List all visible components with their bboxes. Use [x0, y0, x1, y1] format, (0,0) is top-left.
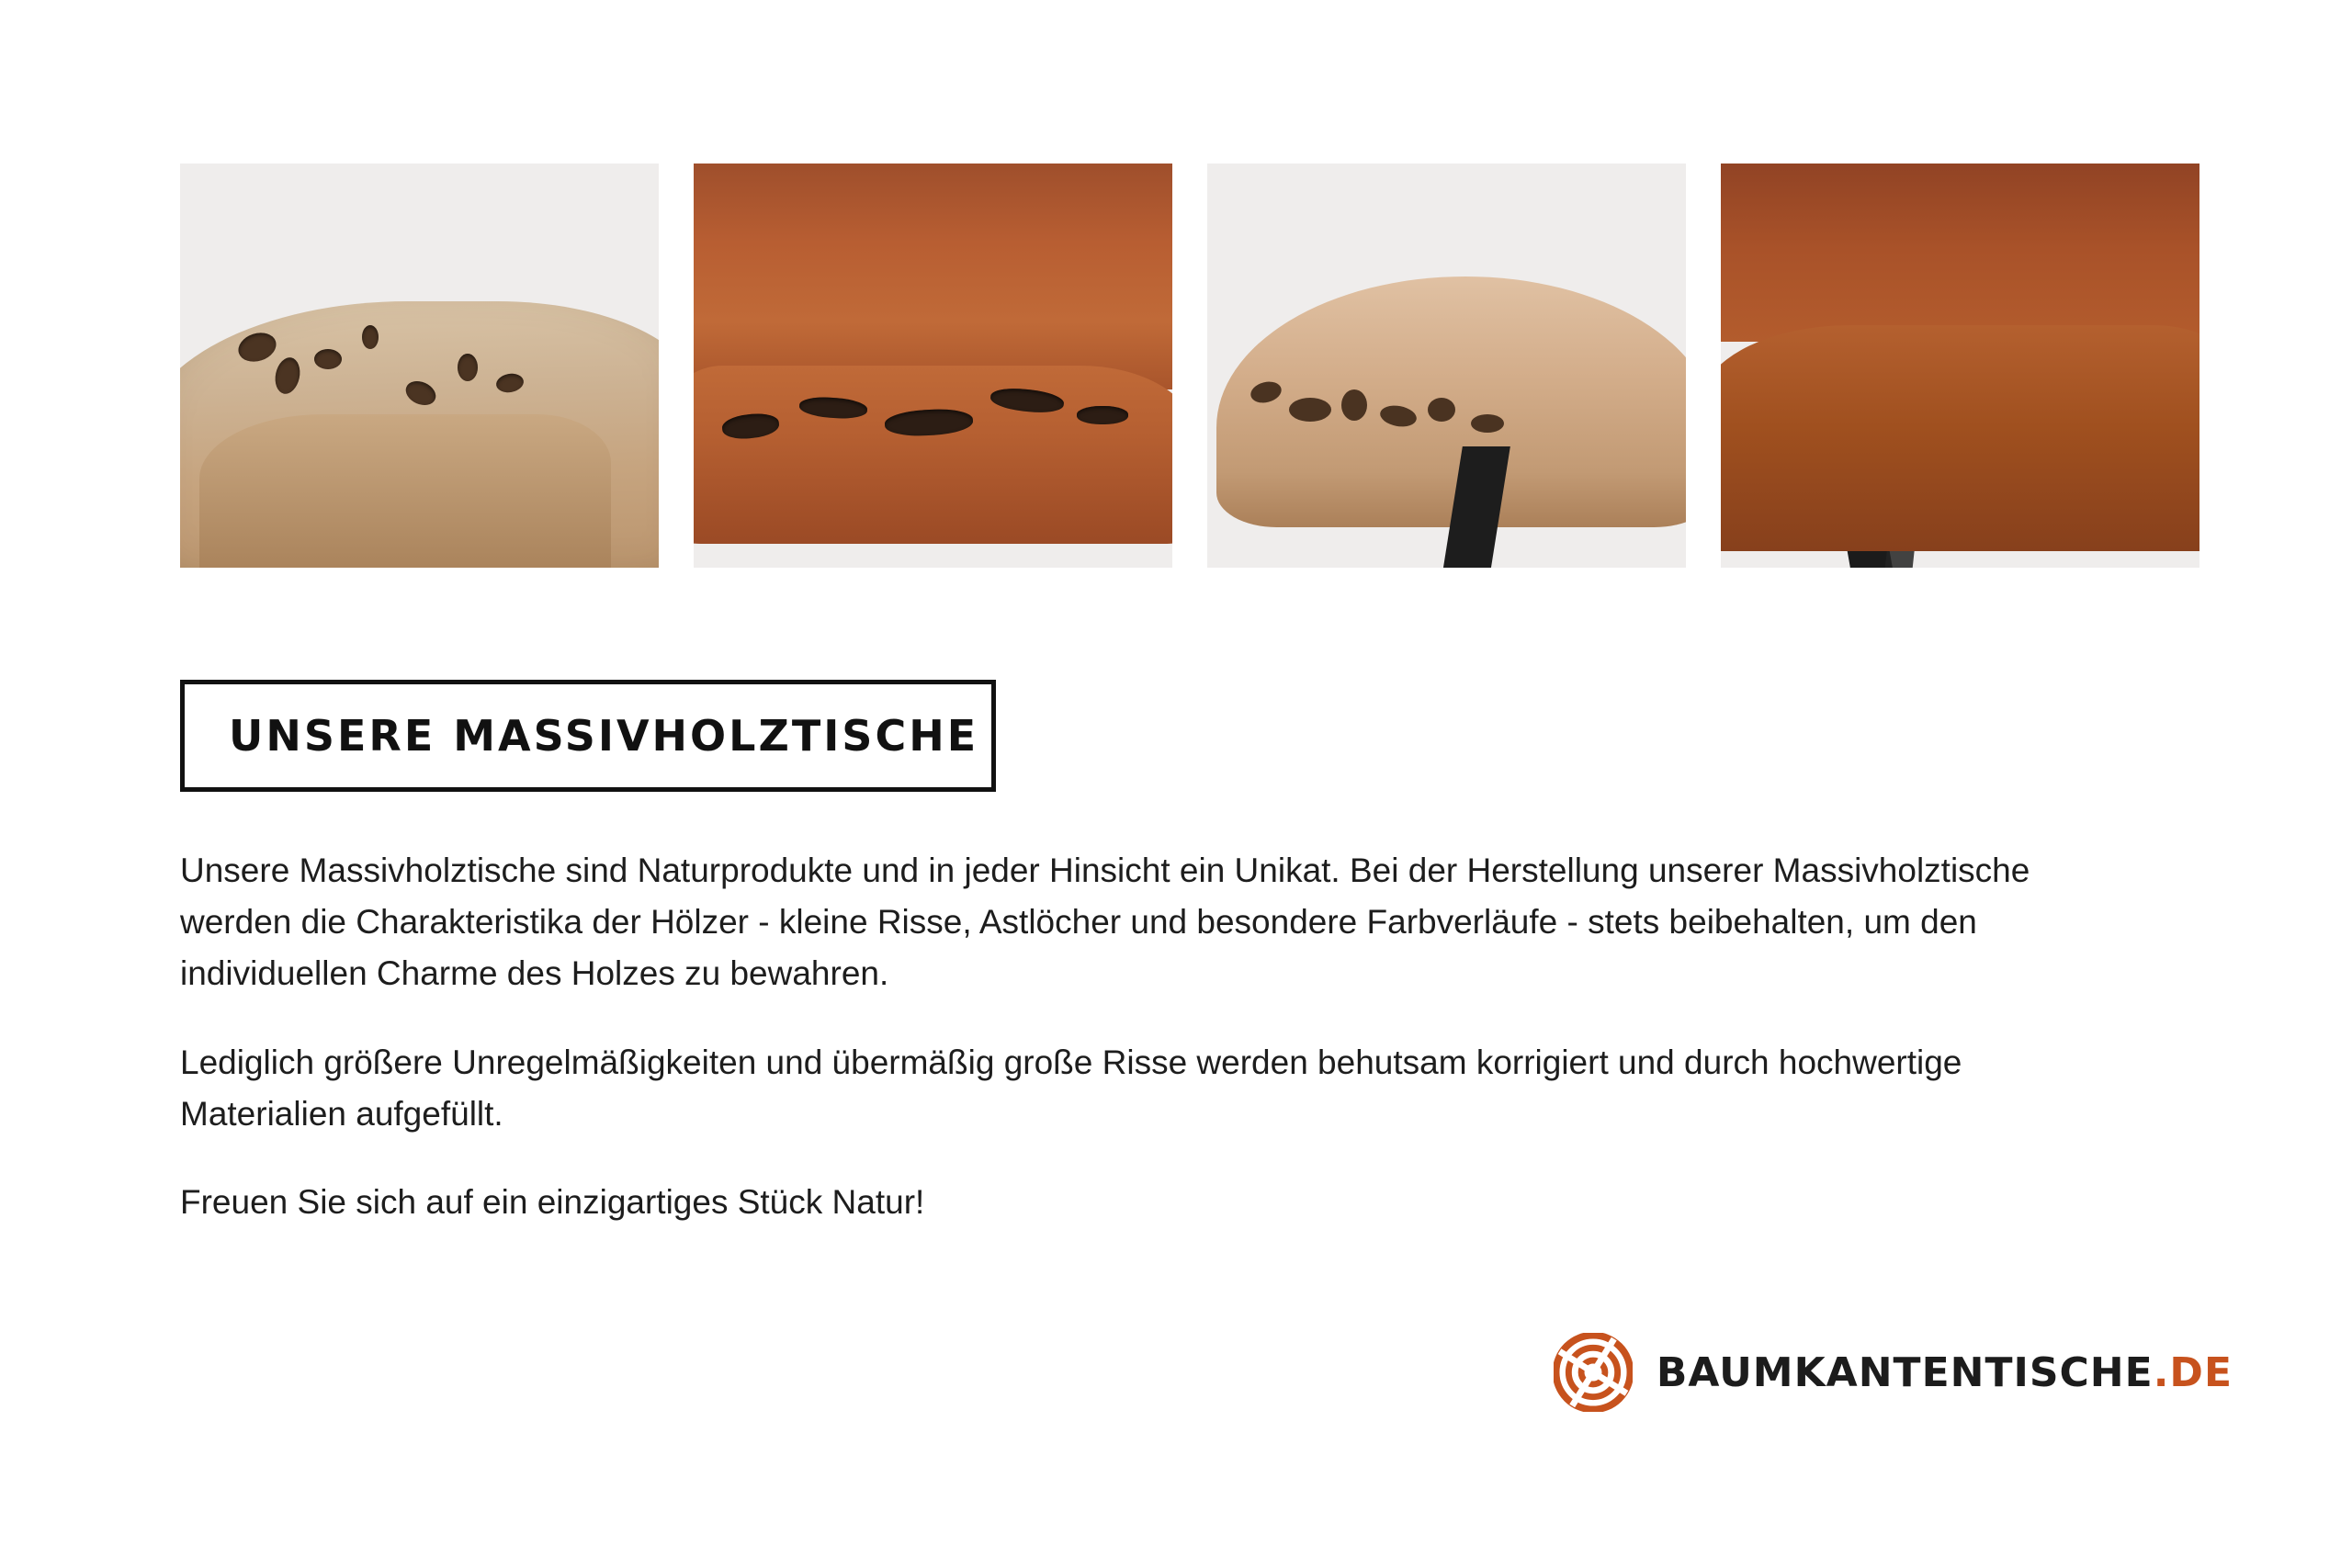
section-heading-box — [180, 680, 996, 792]
knot-hole — [1428, 398, 1455, 422]
paragraph-1: Unsere Massivholztische sind Naturprodukte und in jeder Hinsicht ein Unikat. Bei der Herstellung unserer Massivholztische werden die Charakteristika der Hölzer - kleine Risse, Astlöcher und besondere Farbverläufe - stets beibehalten, um den individuellen Charme des Holzes zu bewahren. — [180, 852, 2030, 993]
brand-logo — [1554, 1333, 2233, 1412]
gallery-image-3 — [1207, 164, 1686, 568]
paragraph-3: Freuen Sie sich auf ein einzigartiges Stück Natur! — [180, 1183, 925, 1222]
paragraph-2: Lediglich größere Unregelmäßigkeiten und übermäßig große Risse werden behutsam korrigiert und durch hochwertige Materialien aufgefüllt. — [180, 1043, 1962, 1133]
knot-hole — [362, 325, 379, 349]
resin-filled-crack — [1077, 406, 1128, 424]
table-top-surface — [1721, 164, 2199, 342]
knot-hole — [1341, 389, 1367, 421]
body-copy — [180, 845, 2045, 1228]
page-title: UNSERE MASSIVHOLZTISCHE — [229, 711, 979, 761]
gallery-image-1 — [180, 164, 659, 568]
knot-hole — [1289, 398, 1331, 422]
knot-hole — [458, 354, 478, 381]
brand-name-main: BAUMKANTENTISCHE — [1656, 1348, 2154, 1396]
brand-name-tld: .DE — [2153, 1348, 2233, 1396]
gallery-image-2 — [694, 164, 1172, 568]
table-top-surface — [694, 164, 1172, 389]
gallery-image-4 — [1721, 164, 2199, 568]
live-edge-face — [1721, 325, 2199, 551]
knot-hole — [1471, 414, 1504, 433]
live-edge-face — [694, 366, 1172, 544]
wood-slab-face — [199, 414, 611, 568]
image-gallery — [180, 164, 2229, 568]
baumkante-ring-icon — [1554, 1333, 1633, 1412]
brand-name — [1657, 1349, 2233, 1396]
